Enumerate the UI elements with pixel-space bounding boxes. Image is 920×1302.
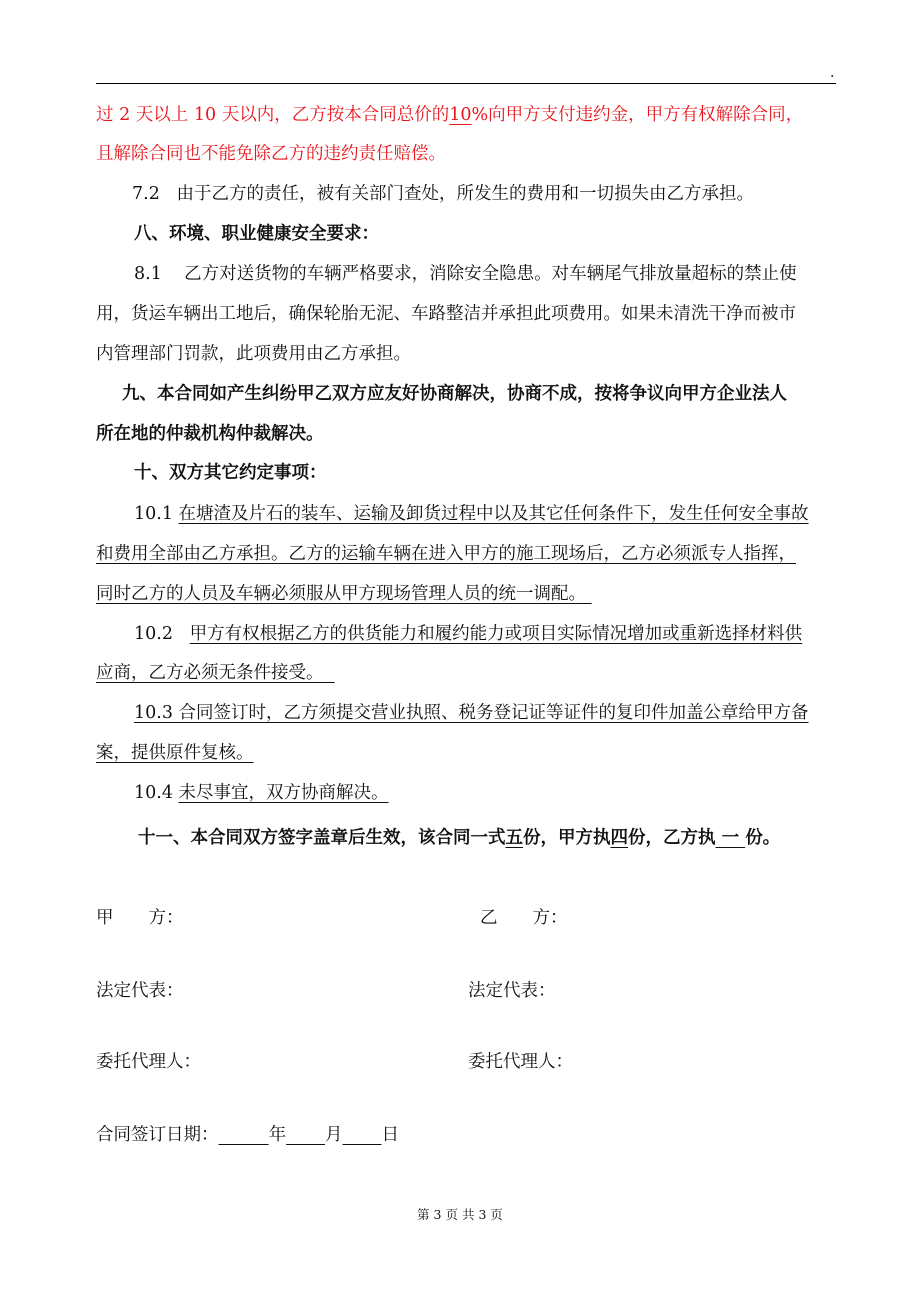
- item-8-1-line-3: 内管理部门罚款，此项费用由乙方承担。: [96, 344, 411, 364]
- copies-party-a: 四: [610, 828, 628, 848]
- party-a-representative-label: 法定代表：: [96, 981, 184, 1001]
- item-10-2-line-1: 10.2 甲方有权根据乙方的供货能力和履约能力或项目实际情况增加或重新选择材料供: [134, 624, 803, 644]
- item-10-4: 10.4 未尽事宜，双方协商解决。: [134, 783, 389, 803]
- clause9-line-2: 所在地的仲裁机构仲裁解决。: [96, 424, 324, 444]
- item-8-1-line-1: 8.1 乙方对送货物的车辆严格要求，消除安全隐患。对车辆尾气排放量超标的禁止使: [134, 264, 797, 284]
- item-10-1-line-2: 和费用全部由乙方承担。乙方的运输车辆在进入甲方的施工现场后，乙方必须派专人指挥，: [96, 544, 796, 564]
- clause10-title: 十、双方其它约定事项：: [134, 463, 327, 483]
- item-10-1-line-3: 同时乙方的人员及车辆必须服从甲方现场管理人员的统一调配。: [96, 584, 586, 604]
- clause8-title: 八、环境、职业健康安全要求：: [134, 224, 379, 244]
- item-10-1-line-1: 10.1 在塘渣及片石的装车、运输及卸货过程中以及其它任何条件下，发生任何安全事故: [134, 504, 809, 524]
- item-10-2-line-2: 应商，乙方必须无条件接受。: [96, 663, 324, 683]
- copies-party-b: 一: [721, 828, 740, 848]
- party-a-label: 甲 方：: [96, 908, 184, 928]
- clause9-line-1: 九、本合同如产生纠纷甲乙双方应友好协商解决，协商不成，按将争议向甲方企业法人: [122, 384, 787, 404]
- clause7-continuation-line-2: 且解除合同也不能免除乙方的违约责任赔偿。: [96, 144, 446, 164]
- clause11-line: 十一、本合同双方签字盖章后生效，该合同一式五份，甲方执四份，乙方执 一 份。: [138, 828, 781, 848]
- party-b-representative-label: 法定代表：: [468, 981, 556, 1001]
- date-month-blank: [286, 1125, 325, 1145]
- penalty-percent: 10: [449, 105, 472, 125]
- header-mark: .: [830, 65, 835, 81]
- item-8-1-line-2: 用，货运车辆出工地后，确保轮胎无泥、车路整洁并承担此项费用。如果未清洗干净而被市: [96, 304, 796, 324]
- item-10-3-line-1: 10.3 合同签订时，乙方须提交营业执照、税务登记证等证件的复印件加盖公章给甲方备: [134, 703, 809, 723]
- item-10-3-line-2: 案，提供原件复核。: [96, 743, 254, 763]
- party-b-label: 乙 方：: [480, 908, 568, 928]
- party-a-agent-label: 委托代理人：: [96, 1052, 201, 1072]
- date-day-blank: [343, 1125, 382, 1145]
- item-7-2: 7.2 由于乙方的责任，被有关部门查处，所发生的费用和一切损失由乙方承担。: [132, 184, 755, 204]
- signing-date: 合同签订日期： 年 月 日: [96, 1125, 399, 1145]
- page-number-footer: 第 3 页 共 3 页: [417, 1207, 503, 1222]
- clause7-continuation-line-1: 过 2 天以上 10 天以内，乙方按本合同总价的10%向甲方支付违约金，甲方有权解除合同，: [96, 105, 804, 125]
- header-rule: [96, 83, 836, 84]
- copies-total: 五: [505, 828, 523, 848]
- date-year-blank: [219, 1125, 269, 1145]
- party-b-agent-label: 委托代理人：: [468, 1052, 573, 1072]
